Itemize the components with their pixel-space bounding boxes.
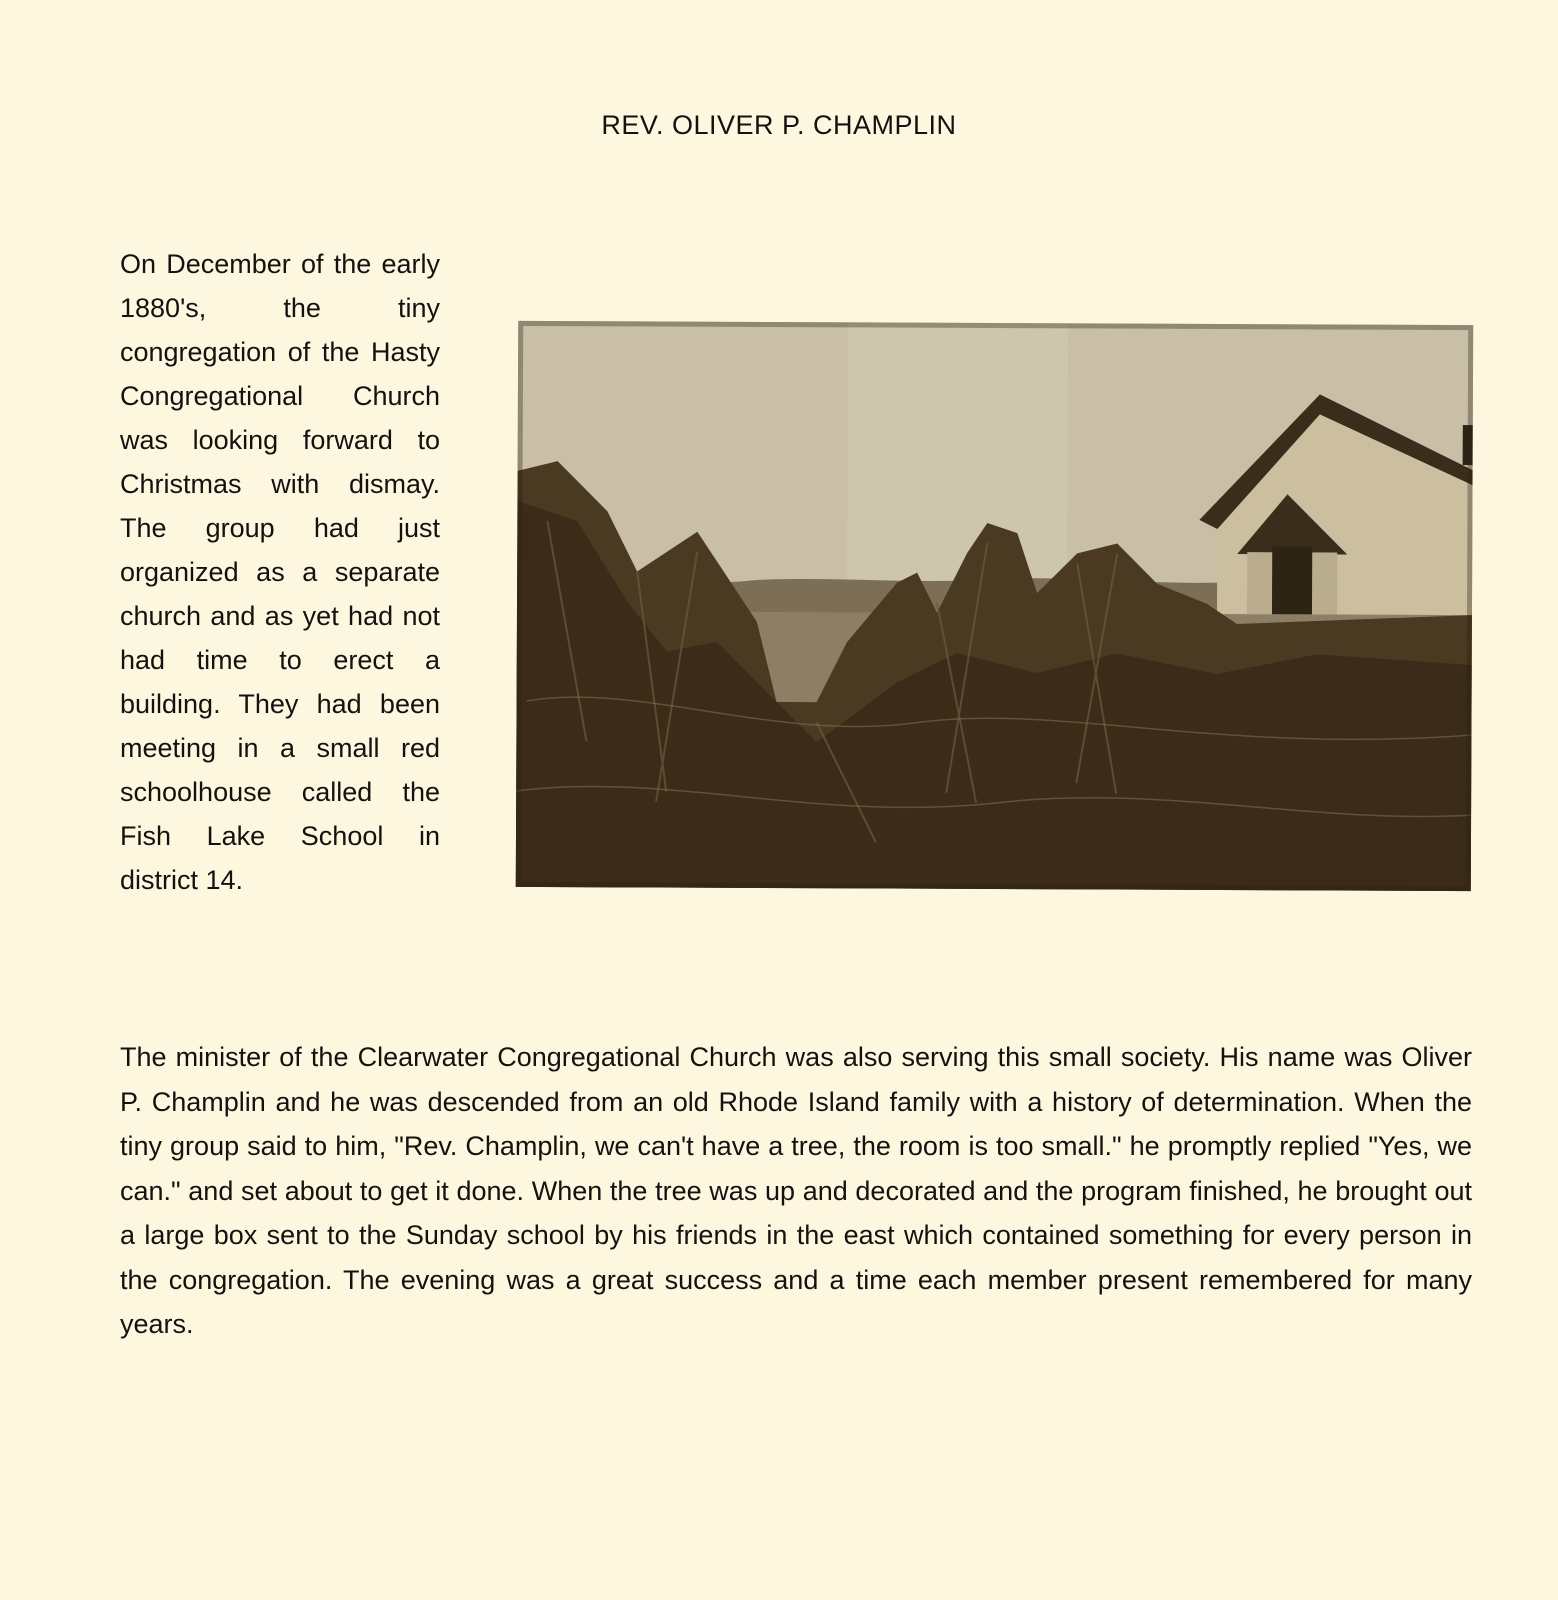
page-title: REV. OLIVER P. CHAMPLIN [601, 110, 957, 140]
intro-paragraph: On December of the early 1880's, the tiny congregation of the Hasty Congregational Church was looking forward to Christmas with dismay. The group had just organized as a separate church and as yet had not had time to erect a building. They had been meeting in a small red schoolhouse called the Fish Lake School in district 14. [120, 249, 440, 895]
body-paragraph: The minister of the Clearwater Congregational Church was also serving this small society. His name was Oliver P. Champlin and he was descended from an old Rhode Island family with a history of determination. When the tiny group said to him, "Rev. Champlin, we can't have a tree, the room is too small." he promptly replied "Yes, we can." and set about to get it done. When the tree was up and decorated and the program finished, he brought out a large box sent to the Sunday school by his friends in the east which contained something for every person in the congregation. The evening was a great success and a time each member present remembered for many years. [120, 1042, 1472, 1339]
schoolhouse-photo [516, 321, 1473, 891]
